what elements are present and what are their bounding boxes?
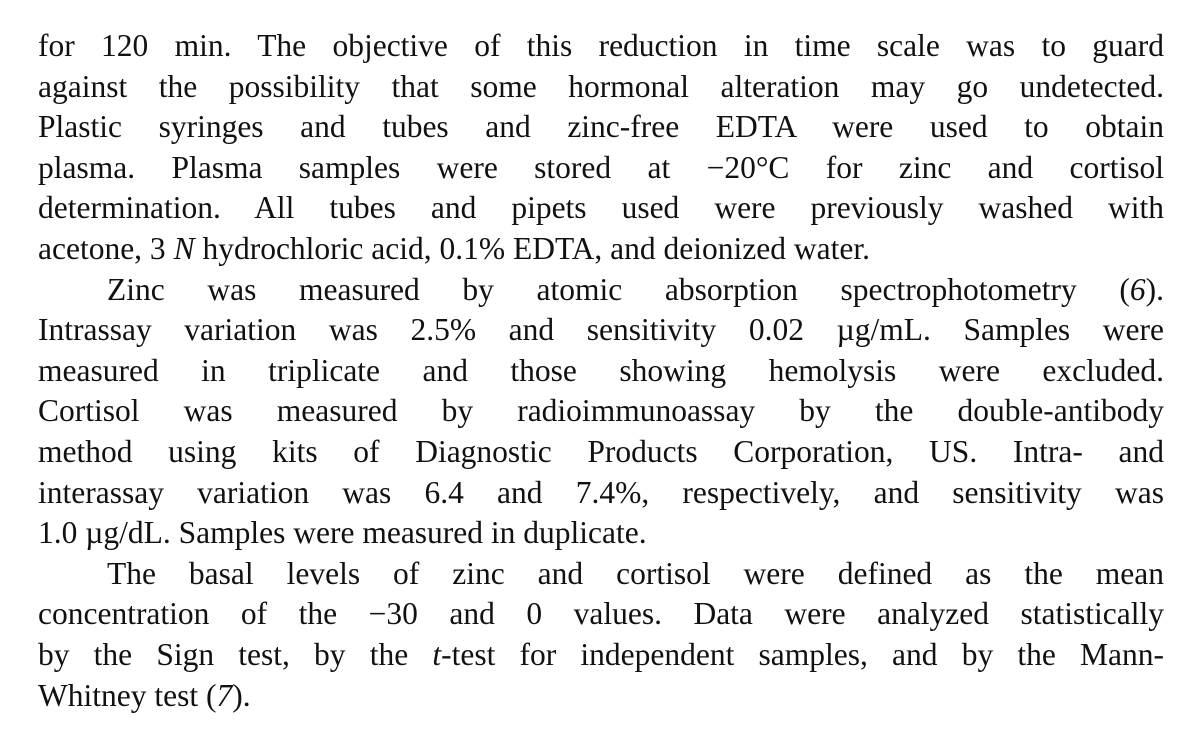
- text-line: Zinc was measured by atomic absorption spectrophotometry (6).: [107, 271, 1164, 307]
- text-line: acetone, 3 N hydrochloric acid, 0.1% EDTA, and deionized water.: [38, 230, 870, 266]
- text-line: Whitney test (7).: [38, 677, 251, 713]
- text-line: by the Sign test, by the t-test for independent samples, and by the Mann-: [38, 636, 1164, 672]
- text-line: Intrassay variation was 2.5% and sensitivity 0.02 µg/mL. Samples were: [38, 312, 1164, 348]
- text-line: determination. All tubes and pipets used were previously washed with: [38, 190, 1164, 226]
- paragraph-assay-methods: [38, 270, 1164, 554]
- paragraph-sample-handling: [38, 26, 1164, 270]
- text-line: The basal levels of zinc and cortisol were defined as the mean: [107, 555, 1164, 591]
- paper-body-text: [38, 26, 1164, 716]
- text-line: against the possibility that some hormonal alteration may go undetected.: [38, 68, 1164, 104]
- text-line: measured in triplicate and those showing hemolysis were excluded.: [38, 352, 1164, 388]
- text-line: Plastic syringes and tubes and zinc-free EDTA were used to obtain: [38, 109, 1164, 145]
- text-line: for 120 min. The objective of this reduction in time scale was to guard: [38, 28, 1164, 63]
- paragraph-statistics: [38, 554, 1164, 716]
- text-line: method using kits of Diagnostic Products Corporation, US. Intra- and: [38, 433, 1164, 469]
- text-line: plasma. Plasma samples were stored at −20°C for zinc and cortisol: [38, 149, 1164, 185]
- text-line: concentration of the −30 and 0 values. Data were analyzed statistically: [38, 596, 1164, 632]
- text-line: Cortisol was measured by radioimmunoassay by the double-antibody: [38, 393, 1164, 429]
- text-line: 1.0 µg/dL. Samples were measured in duplicate.: [38, 515, 647, 551]
- text-line: interassay variation was 6.4 and 7.4%, respectively, and sensitivity was: [38, 474, 1164, 510]
